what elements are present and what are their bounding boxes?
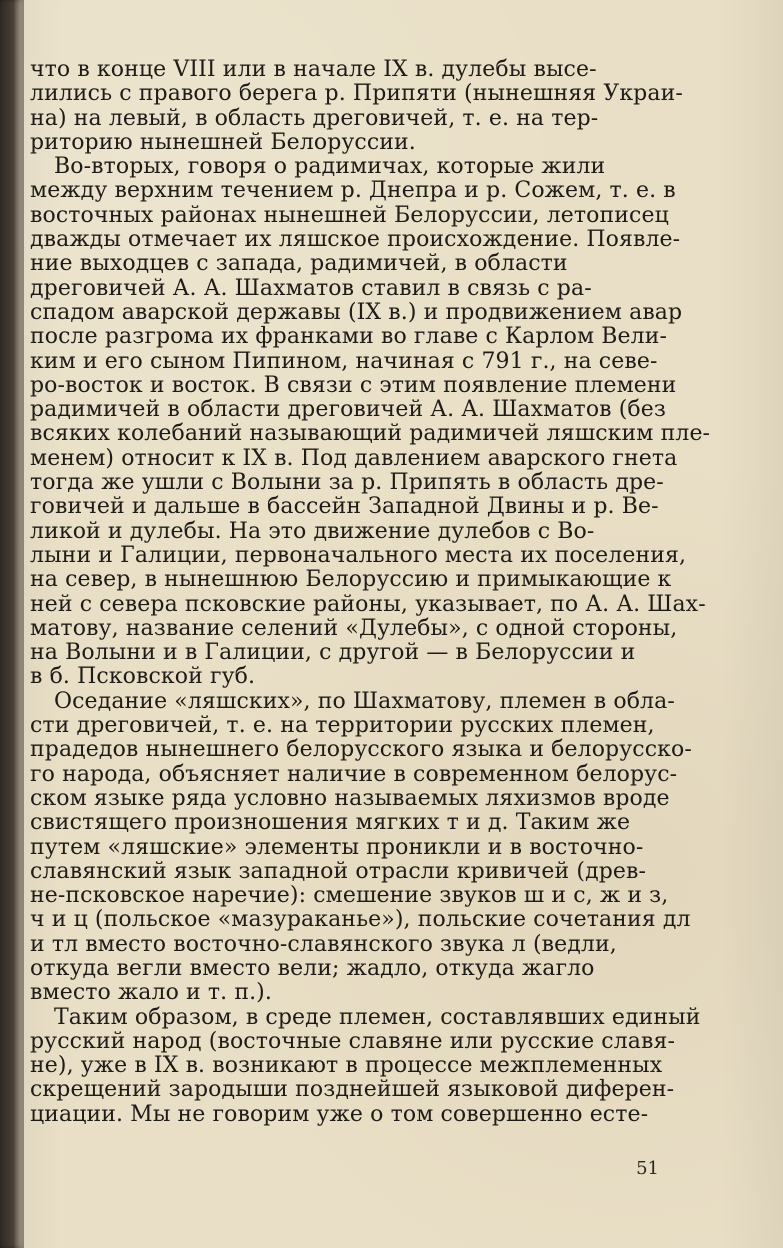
text-line: матову, название селений «Дулебы», с одной стороны, (30, 615, 678, 641)
text-line: ликой и дулебы. На это движение дулебов с Во- (30, 518, 595, 544)
text-line: говичей и дальше в бассейн Западной Двины и р. Ве- (30, 494, 659, 520)
paragraph-4 (30, 1004, 701, 1127)
text-block (30, 57, 711, 1163)
text-line: дважды отмечает их ляшское происхождение. Появле- (30, 227, 681, 253)
text-line: сти дреговичей, т. е. на территории русских племен, (30, 713, 655, 739)
paragraph-1 (30, 57, 683, 155)
text-line: циации. Мы не говорим уже о том совершенно есте- (30, 1101, 649, 1127)
text-line: на Волыни и в Галиции, с другой — в Белоруссии и (30, 640, 636, 666)
text-line: вместо жало и т. п.). (30, 980, 272, 1006)
text-line: ч и ц (польское «мазураканье»), польские сочетания дл (30, 907, 691, 933)
text-line: ние выходцев с запада, радимичей, в области (30, 251, 568, 277)
text-line: скрещений зародыши позднейшей языковой диферен- (30, 1077, 675, 1103)
text-line: славянский язык западной отрасли кривичей (древ- (30, 858, 647, 884)
text-line: всяких колебаний называющий радимичей ляшским пле- (30, 421, 711, 447)
paragraph-3 (30, 688, 692, 1006)
book-binding (0, 0, 24, 1248)
text-line: тогда же ушли с Волыни за р. Припять в область дре- (30, 470, 664, 496)
paragraph-2 (30, 154, 711, 690)
text-line: в б. Псковской губ. (30, 664, 256, 690)
text-line: не-псковское наречие): смешение звуков ш и с, ж и з, (30, 883, 669, 909)
text-line: Таким образом, в среде племен, составлявших единый (54, 1004, 701, 1030)
text-line: ким и его сыном Пипином, начиная с 791 г., на севе- (30, 348, 658, 374)
text-line: ском языке ряда условно называемых ляхизмов вроде (30, 785, 670, 811)
text-line: на север, в нынешнюю Белоруссию и примыкающие к (30, 567, 672, 593)
text-line: восточных районах нынешней Белоруссии, летописец (30, 202, 669, 228)
text-line: спадом аварской державы (IX в.) и продвижением авар (30, 299, 683, 325)
text-line: го народа, объясняет наличие в современном белорус- (30, 761, 678, 787)
text-line: ро-восток и восток. В связи с этим появление племени (30, 372, 677, 398)
text-line: Во-вторых, говоря о радимичах, которые жили (54, 154, 606, 180)
text-line: после разгрома их франками во главе с Карлом Вели- (30, 324, 668, 350)
text-line: радимичей в области дреговичей А. А. Шахматов (без (30, 397, 666, 423)
text-line: риторию нынешней Белоруссии. (30, 129, 416, 155)
text-line: ней с севера псковские районы, указывает, по А. А. Шах- (30, 591, 706, 617)
text-line: откуда вегли вместо вели; жадло, откуда жагло (30, 955, 595, 981)
text-line: что в конце VIII или в начале IX в. дулебы высе- (30, 57, 597, 82)
text-line: Оседание «ляшских», по Шахматову, племен в обла- (54, 688, 675, 714)
text-line: дреговичей А. А. Шахматов ставил в связь с ра- (30, 275, 592, 301)
text-line: не), уже в IX в. возникают в процессе межплеменных (30, 1053, 663, 1079)
text-line: русский народ (восточные славяне или русские славя- (30, 1028, 676, 1054)
text-line: менем) относит к IX в. Под давлением аварского гнета (30, 445, 678, 471)
text-line: свистящего произношения мягких т и д. Таким же (30, 810, 631, 836)
page-number: 51 (636, 1158, 659, 1179)
text-line: путем «ляшские» элементы проникли и в восточно- (30, 834, 644, 860)
text-line: между верхним течением р. Днепра и р. Сожем, т. е. в (30, 178, 676, 204)
text-line: лились с правого берега р. Припяти (нынешняя Украи- (30, 81, 683, 107)
text-line: лыни и Галиции, первоначального места их поселения, (30, 542, 687, 568)
text-line: прадедов нынешнего белорусского языка и белорусско- (30, 737, 692, 763)
text-line: на) на левый, в область дреговичей, т. е. на тер- (30, 105, 599, 131)
text-line: и тл вместо восточно-славянского звука л (ведли, (30, 931, 617, 957)
